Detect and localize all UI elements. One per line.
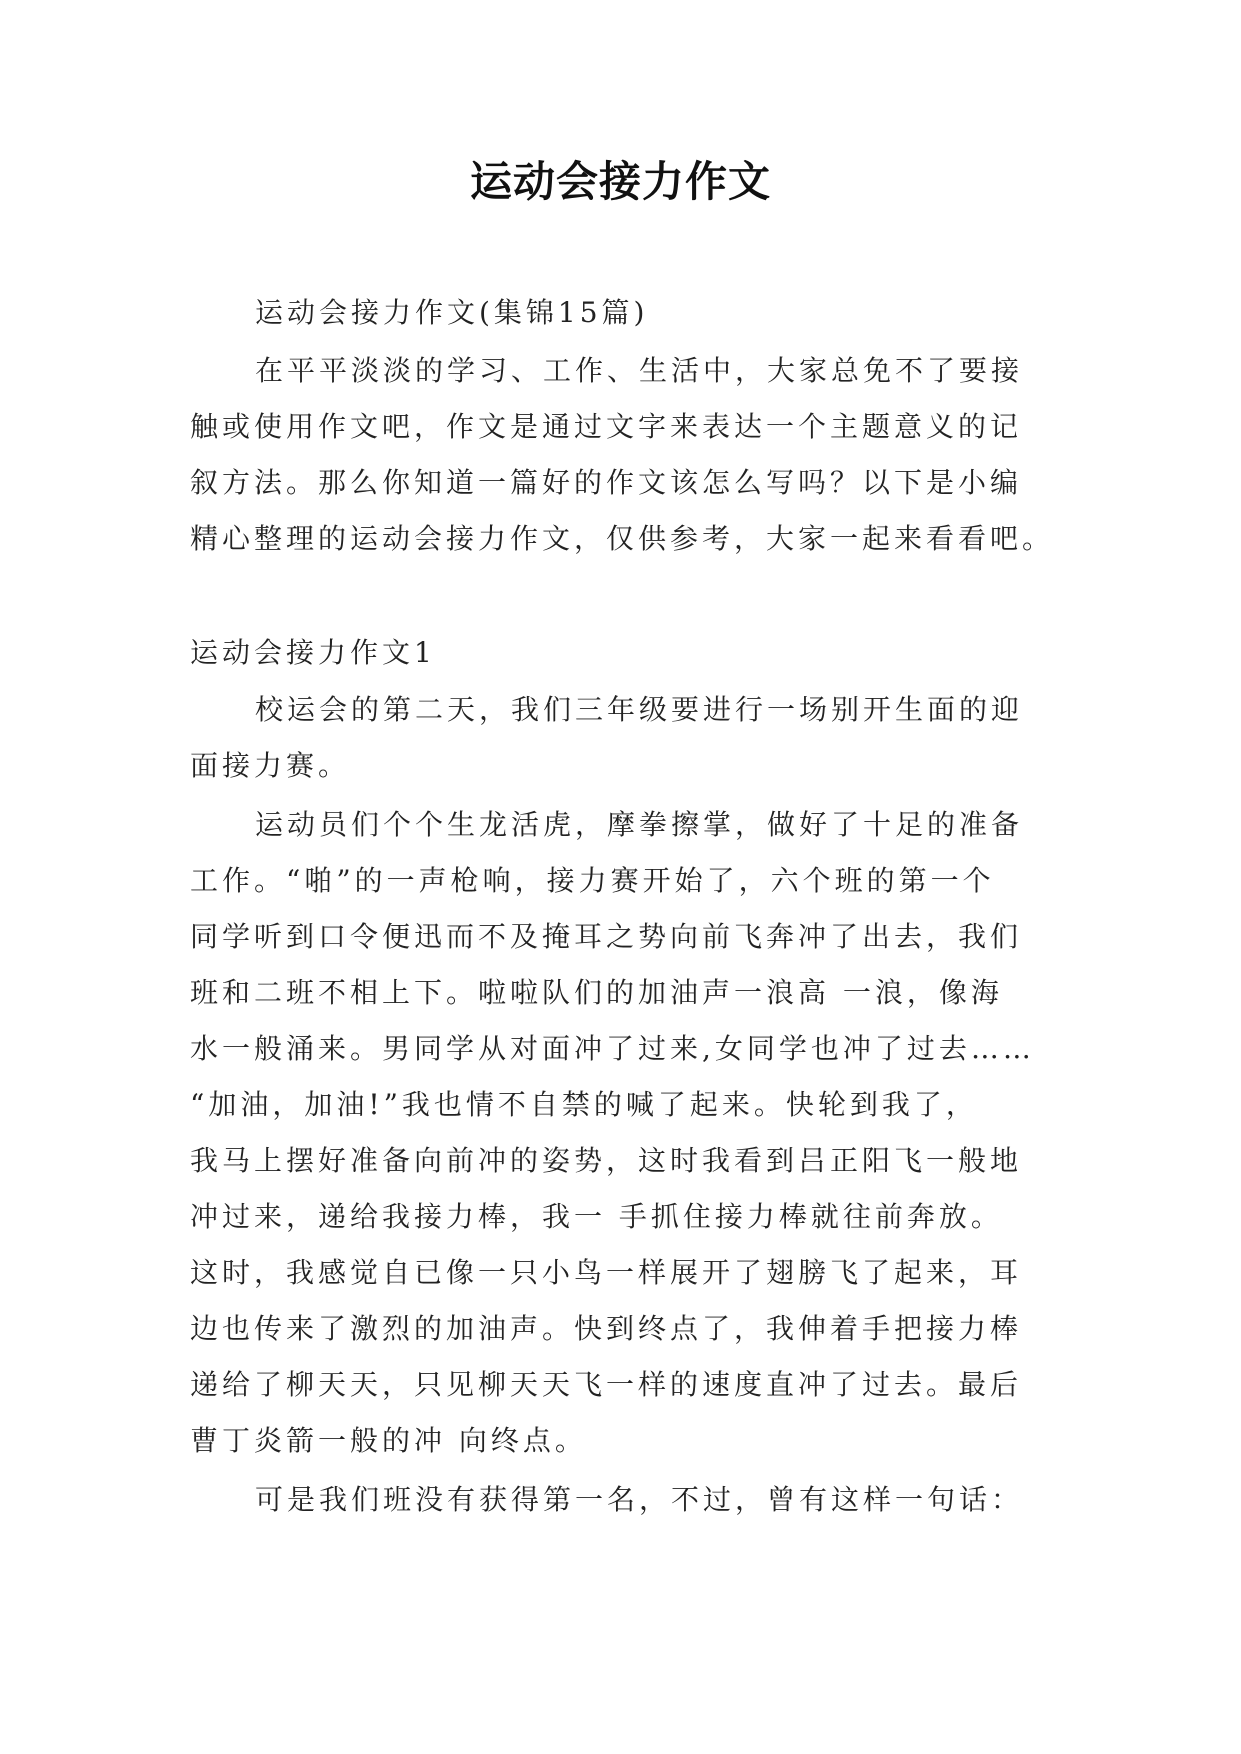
section-heading: 运动会接力作文1 xyxy=(190,636,436,669)
paragraph-line: 我马上摆好准备向前冲的姿势，这时我看到吕正阳飞一般地 xyxy=(190,1144,1023,1177)
paragraph-line: 水一般涌来。男同学从对面冲了过来,女同学也冲了过去…… xyxy=(190,1032,1035,1065)
intro-line-2: 触或使用作文吧，作文是通过文字来表达一个主题意义的记 xyxy=(190,410,1023,443)
paragraph-line: 校运会的第二天，我们三年级要进行一场别开生面的迎 xyxy=(255,693,1024,726)
subtitle-line: 运动会接力作文(集锦15篇) xyxy=(255,296,649,329)
paragraph-line: 曹丁炎箭一般的冲 向终点。 xyxy=(190,1424,587,1457)
intro-line-1: 在平平淡淡的学习、工作、生活中，大家总免不了要接 xyxy=(255,354,1024,387)
intro-line-4: 精心整理的运动会接力作文，仅供参考，大家一起来看看吧。 xyxy=(190,522,1055,555)
paragraph-line: 递给了柳天天，只见柳天天飞一样的速度直冲了过去。最后 xyxy=(190,1368,1023,1401)
paragraph-line: 工作。“啪”的一声枪响，接力赛开始了，六个班的第一个 xyxy=(190,864,995,897)
paragraph-line: 这时，我感觉自已像一只小鸟一样展开了翅膀飞了起来，耳 xyxy=(190,1256,1023,1289)
paragraph-line: 运动员们个个生龙活虎，摩拳擦掌，做好了十足的准备 xyxy=(255,808,1024,841)
paragraph-line: 边也传来了激烈的加油声。快到终点了，我伸着手把接力棒 xyxy=(190,1312,1023,1345)
paragraph-line: 面接力赛。 xyxy=(190,749,351,782)
paragraph-line: “加油，加油!”我也情不自禁的喊了起来。快轮到我了， xyxy=(190,1088,978,1121)
paragraph-line: 同学听到口令便迅而不及掩耳之势向前飞奔冲了出去，我们 xyxy=(190,920,1023,953)
intro-line-3: 叙方法。那么你知道一篇好的作文该怎么写吗？以下是小编 xyxy=(190,466,1023,499)
paragraph-line: 班和二班不相上下。啦啦队们的加油声一浪高 一浪，像海 xyxy=(190,976,1003,1009)
document-title: 运动会接力作文 xyxy=(469,157,771,206)
paragraph-line: 冲过来，递给我接力棒，我一 手抓住接力棒就往前奔放。 xyxy=(190,1200,1003,1233)
paragraph-line: 可是我们班没有获得第一名，不过，曾有这样一句话： xyxy=(255,1483,1024,1516)
